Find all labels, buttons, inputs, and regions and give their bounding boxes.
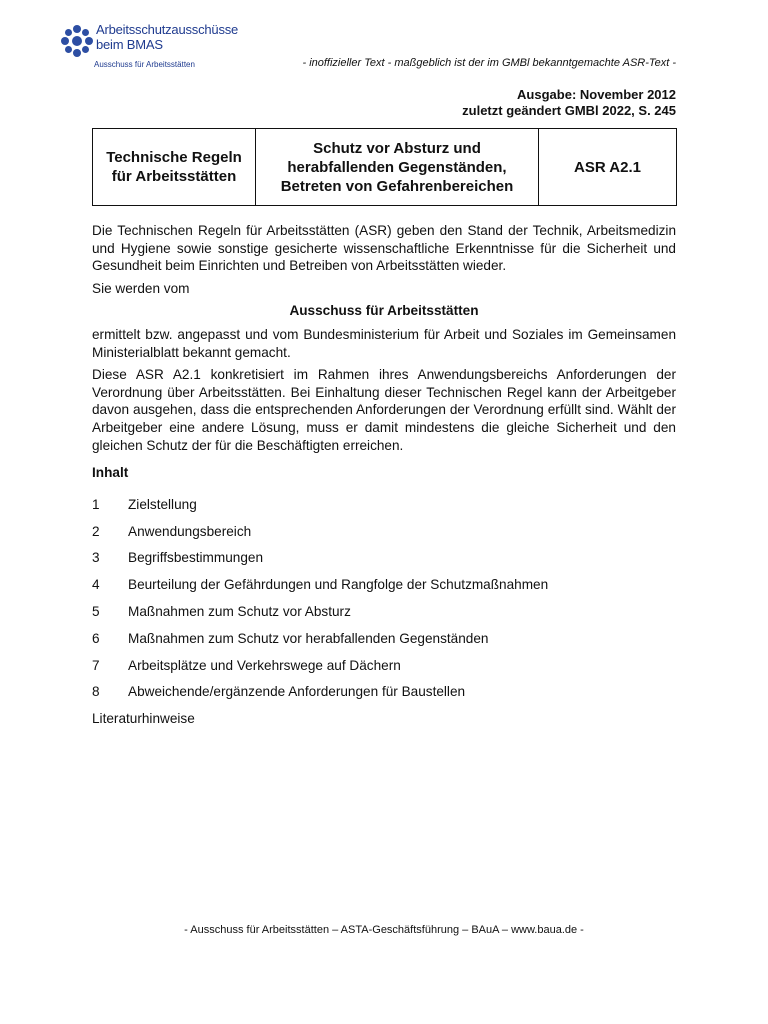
toc-number: 8 <box>92 684 100 700</box>
toc-number: 4 <box>92 577 100 593</box>
committee-name: Ausschuss für Arbeitsstätten <box>289 303 479 319</box>
toc-label: Abweichende/ergänzende Anforderungen für Baustellen <box>128 684 466 700</box>
toc-item <box>92 630 676 657</box>
last-amended: zuletzt geändert GMBl 2022, S. 245 <box>462 103 676 118</box>
toc-item <box>92 657 676 684</box>
toc-number: 5 <box>92 603 100 619</box>
toc-item <box>92 576 676 603</box>
issue-date: Ausgabe: November 2012 <box>517 87 676 102</box>
unofficial-text-disclaimer: - inoffizieller Text - maßgeblich ist der im GMBl bekanntgemachte ASR-Text - <box>302 57 676 69</box>
page-footer: - Ausschuss für Arbeitsstätten – ASTA-Geschäftsführung – BAuA – www.baua.de - <box>184 924 584 936</box>
document-title-box <box>92 128 677 206</box>
toc-item <box>92 523 676 550</box>
toc-number: 3 <box>92 550 100 566</box>
issued-by-paragraph: Sie werden vom <box>92 280 190 296</box>
toc-number: 6 <box>92 630 100 646</box>
logo-subtitle: Ausschuss für Arbeitsstätten <box>94 60 195 69</box>
scope-paragraph: Diese ASR A2.1 konkretisiert im Rahmen ihres Anwendungsbereichs Anforderungen der Verordnung über Arbeitsstätten. Bei Einhaltung dieser Technischen Regel kann der Arbeitgeber davon ausgehen, dass die entsprechenden Anforderungen der Verordnung erfüllt sind. Wählt der Arbeitgeber eine andere Lösung, muss er damit mindestens die gleiche Sicherheit und den gleichen Schutz der für die Beschäftigten erreichen. <box>92 367 676 453</box>
committee-logo <box>60 22 280 72</box>
toc-label: Beurteilung der Gefährdungen und Rangfolge der Schutzmaßnahmen <box>128 577 549 593</box>
toc-label: Zielstellung <box>128 496 197 512</box>
title-subject: Schutz vor Absturz und herabfallenden Gegenständen, Betreten von Gefahrenbereichen <box>256 129 539 206</box>
title-code: ASR A2.1 <box>539 129 677 206</box>
toc-item <box>92 496 676 523</box>
table-of-contents <box>92 496 676 710</box>
toc-number: 7 <box>92 657 100 673</box>
toc-item <box>92 603 676 630</box>
toc-label: Maßnahmen zum Schutz vor herabfallenden Gegenständen <box>128 630 489 646</box>
toc-item <box>92 549 676 576</box>
toc-number: 2 <box>92 523 100 539</box>
title-category: Technische Regeln für Arbeitsstätten <box>93 129 256 206</box>
document-body <box>92 222 676 733</box>
logo-title-line1: Arbeitsschutzausschüsse <box>96 22 239 37</box>
literature-references: Literaturhinweise <box>92 711 195 727</box>
publication-paragraph: ermittelt bzw. angepasst und vom Bundesministerium für Arbeit und Soziales im Gemeinsamen Ministerialblatt bekannt gemacht. <box>92 326 676 360</box>
toc-number: 1 <box>92 496 100 512</box>
toc-label: Begriffsbestimmungen <box>128 550 264 566</box>
toc-item <box>92 683 676 710</box>
toc-label: Maßnahmen zum Schutz vor Absturz <box>128 603 351 619</box>
toc-label: Anwendungsbereich <box>128 523 252 539</box>
intro-paragraph: Die Technischen Regeln für Arbeitsstätten (ASR) geben den Stand der Technik, Arbeitsmedizin und Hygiene sowie sonstige gesicherte wissenschaftliche Erkenntnisse für die Sicherheit und Gesundheit beim Einrichten und Betreiben von Arbeitsstätten wieder. <box>92 223 676 274</box>
asterisk-logo-icon <box>60 24 94 58</box>
logo-title-line2: beim BMAS <box>96 37 163 52</box>
issue-info <box>462 87 676 119</box>
toc-label: Arbeitsplätze und Verkehrswege auf Dächern <box>128 657 401 673</box>
contents-heading: Inhalt <box>92 465 129 481</box>
